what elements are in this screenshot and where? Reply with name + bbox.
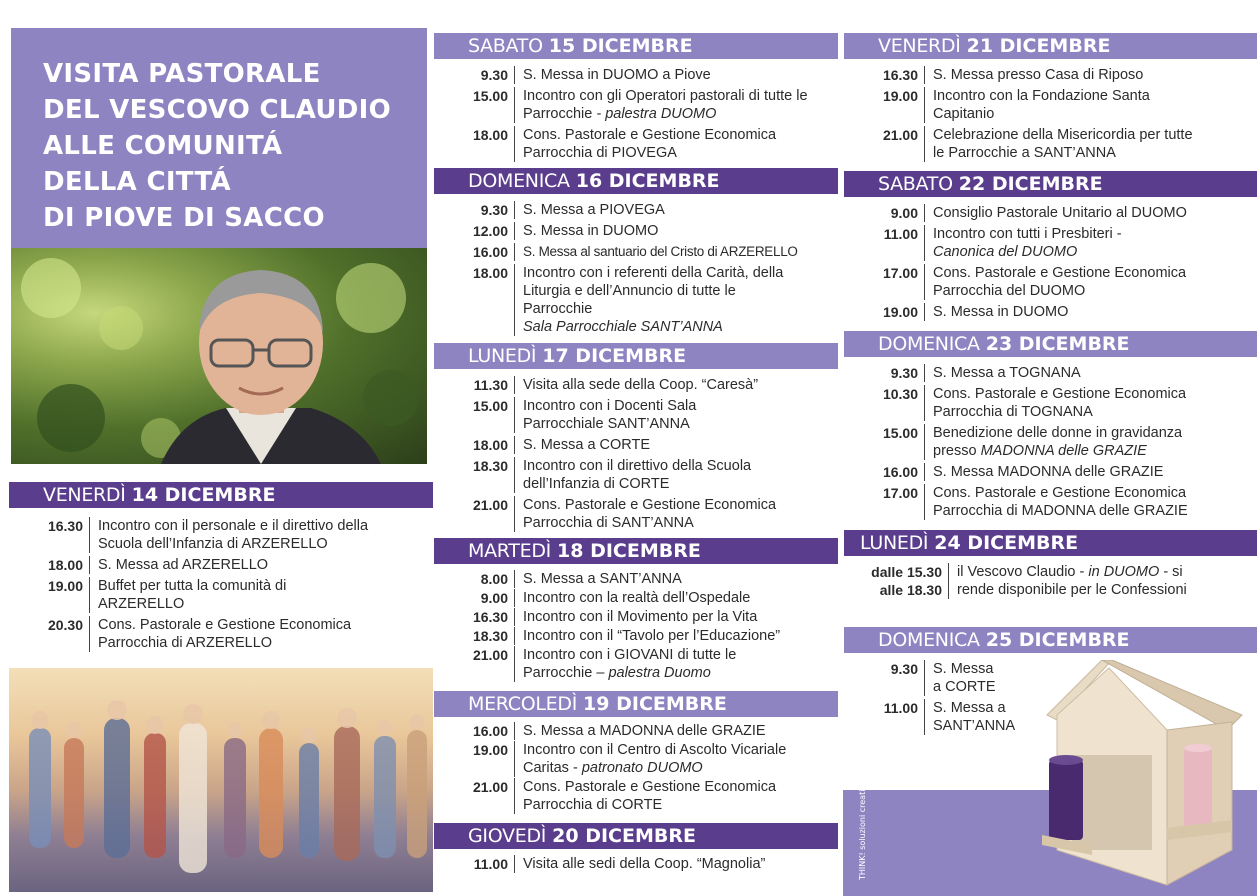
event-text: Cons. Pastorale e Gestione Economica Parrocchia di MADONNA delle GRAZIE	[924, 484, 1224, 520]
event-note: Canonica del DUOMO	[933, 244, 1078, 260]
day-header	[9, 482, 433, 508]
event-time: 9.30	[890, 365, 918, 381]
day-date: 20 DICEMBRE	[552, 825, 696, 847]
event-text: Celebrazione della Misericordia per tutte le Parrocchie a SANT’ANNA	[924, 126, 1204, 162]
event-time: 9.30	[480, 202, 508, 218]
day-section	[844, 331, 1257, 520]
day-section	[844, 530, 1257, 599]
event-time: 9.00	[890, 205, 918, 221]
event-text: Cons. Pastorale e Gestione Economica Parrocchia del DUOMO	[924, 264, 1224, 300]
event-time: 18.30	[472, 458, 508, 474]
day-date: 24 DICEMBRE	[934, 532, 1079, 554]
day-name: DOMENICA	[878, 629, 980, 651]
event-time: 18.00	[472, 127, 508, 143]
event-text: Incontro con il Centro di Ascolto Vicariale Caritas -	[523, 742, 787, 776]
event-text: S. Messa a CORTE	[924, 660, 1004, 696]
event-time: alle 18.30	[879, 582, 942, 598]
event-row	[434, 243, 838, 261]
event-time: 16.00	[472, 244, 508, 260]
event-row	[844, 66, 1257, 84]
day-date: 15 DICEMBRE	[548, 35, 693, 57]
event-row	[844, 126, 1257, 162]
event-row	[844, 484, 1257, 520]
event-row	[434, 778, 838, 814]
event-text: - si rende disponibile per le Confessioni	[957, 564, 1187, 598]
event-desc	[924, 225, 1214, 261]
event-text: Consiglio Pastorale Unitario al DUOMO	[924, 204, 1187, 222]
event-row	[434, 126, 838, 162]
event-row	[434, 264, 838, 336]
day-section	[434, 168, 838, 336]
event-text: S. Messa a MADONNA delle GRAZIE	[514, 722, 766, 740]
day-section	[844, 33, 1257, 162]
event-text: S. Messa a TOGNANA	[924, 364, 1081, 382]
event-row	[434, 741, 838, 777]
day-date: 21 DICEMBRE	[966, 35, 1111, 57]
day-header	[844, 530, 1257, 556]
event-text: S. Messa MADONNA delle GRAZIE	[924, 463, 1163, 481]
event-row	[844, 87, 1257, 123]
event-row	[434, 201, 838, 219]
event-row	[434, 376, 838, 394]
event-time: 16.30	[47, 518, 83, 534]
event-row	[844, 264, 1257, 300]
event-row	[9, 577, 433, 613]
event-row	[434, 570, 838, 588]
title-line: DI PIOVE DI SACCO	[43, 203, 325, 233]
day-section	[434, 691, 838, 814]
event-desc	[924, 424, 1224, 460]
event-row	[844, 225, 1257, 261]
title-box	[11, 28, 427, 248]
day-section	[434, 823, 838, 873]
event-row	[434, 66, 838, 84]
event-desc	[514, 741, 824, 777]
event-desc	[948, 563, 1198, 599]
crowd-photo	[9, 668, 433, 892]
event-time: 15.00	[472, 88, 508, 104]
day-header	[844, 33, 1257, 59]
event-desc	[514, 87, 814, 123]
event-time: 19.00	[47, 578, 83, 594]
event-row	[9, 517, 433, 553]
event-text: Cons. Pastorale e Gestione Economica Parrocchia di ARZERELLO	[89, 616, 389, 652]
day-header	[434, 823, 838, 849]
day-date: 16 DICEMBRE	[575, 170, 720, 192]
event-row	[844, 463, 1257, 481]
event-text: Incontro con i referenti della Carità, della Liturgia e dell’Annuncio di tutte le Parrocchie	[523, 265, 784, 317]
event-time: 9.30	[890, 661, 918, 677]
event-time: 18.00	[472, 437, 508, 453]
event-text: Visita alle sedi della Coop. “Magnolia”	[514, 855, 765, 873]
event-text: Cons. Pastorale e Gestione Economica Parrocchia di PIOVEGA	[514, 126, 814, 162]
day-name: SABATO	[878, 173, 953, 195]
house-candles-illustration	[1037, 660, 1247, 890]
event-text: Cons. Pastorale e Gestione Economica Parrocchia di SANT’ANNA	[514, 496, 814, 532]
credit-text: THINK! soluzioni creative	[858, 779, 867, 880]
event-time: 21.00	[882, 127, 918, 143]
event-text: Incontro con il “Tavolo per l’Educazione”	[514, 627, 780, 645]
event-time: 11.00	[883, 700, 918, 716]
event-text: S. Messa a SANT’ANNA	[924, 699, 1034, 735]
day-name: LUNEDÌ	[468, 345, 537, 367]
event-row	[844, 204, 1257, 222]
event-row	[434, 436, 838, 454]
day-date: 25 DICEMBRE	[985, 629, 1130, 651]
event-time: 8.00	[480, 571, 508, 587]
event-time: 16.30	[882, 67, 918, 83]
event-time: 16.00	[472, 723, 508, 739]
event-row	[434, 222, 838, 240]
day-section	[434, 538, 838, 682]
day-header	[434, 691, 838, 717]
event-text: Incontro con i Docenti Sala Parrocchiale SANT’ANNA	[514, 397, 734, 433]
event-row	[844, 303, 1257, 321]
event-text: Cons. Pastorale e Gestione Economica Parrocchia di TOGNANA	[924, 385, 1224, 421]
day-date: 22 DICEMBRE	[958, 173, 1103, 195]
event-row	[434, 589, 838, 607]
bishop-photo	[11, 248, 427, 464]
event-text: Incontro con il Movimento per la Vita	[514, 608, 757, 626]
event-time: 19.00	[882, 304, 918, 320]
event-row	[434, 496, 838, 532]
day-name: GIOVEDÌ	[468, 825, 547, 847]
event-text: Incontro con gli Operatori pastorali di tutte le Parrocchie	[523, 88, 808, 122]
event-text: S. Messa a SANT’ANNA	[514, 570, 682, 588]
day-date: 17 DICEMBRE	[542, 345, 687, 367]
event-note: Sala Parrocchiale SANT’ANNA	[523, 319, 723, 335]
event-time: 21.00	[472, 779, 508, 795]
day-date: 23 DICEMBRE	[985, 333, 1130, 355]
event-time: 16.30	[472, 609, 508, 625]
event-time: 11.00	[883, 226, 918, 242]
event-row	[9, 556, 433, 574]
event-text: Incontro con il personale e il direttivo della Scuola dell’Infanzia di ARZERELLO	[89, 517, 389, 553]
event-note: in DUOMO	[1088, 564, 1160, 580]
event-text: S. Messa a PIOVEGA	[514, 201, 665, 219]
event-text: Incontro con la Fondazione Santa Capitanio	[924, 87, 1204, 123]
day-name: VENERDÌ	[43, 484, 126, 506]
event-time: 15.00	[882, 425, 918, 441]
event-text: S. Messa in DUOMO	[924, 303, 1068, 321]
event-time: 10.30	[882, 386, 918, 402]
event-note: patronato DUOMO	[581, 760, 703, 776]
event-note: MADONNA delle GRAZIE	[980, 443, 1147, 459]
event-row	[434, 722, 838, 740]
day-section	[9, 482, 433, 652]
day-header	[844, 627, 1257, 653]
event-time: 18.00	[47, 557, 83, 573]
day-date: 19 DICEMBRE	[583, 693, 727, 715]
event-text: S. Messa in DUOMO a Piove	[514, 66, 711, 84]
event-time: 21.00	[472, 647, 508, 663]
event-text: S. Messa al santuario del Cristo di ARZERELLO	[514, 243, 798, 261]
day-section	[844, 171, 1257, 321]
event-text: Benedizione delle donne in gravidanza presso	[933, 425, 1183, 459]
event-row	[434, 397, 838, 433]
event-text: S. Messa ad ARZERELLO	[89, 556, 268, 574]
event-time: 19.00	[882, 88, 918, 104]
event-row	[844, 385, 1257, 421]
event-time: 11.30	[473, 377, 508, 393]
day-header	[844, 171, 1257, 197]
event-row	[844, 563, 1257, 599]
day-header	[844, 331, 1257, 357]
event-time: 19.00	[472, 742, 508, 758]
event-text: Visita alla sede della Coop. “Caresà”	[514, 376, 758, 394]
day-section	[434, 343, 838, 532]
event-time: 18.30	[472, 628, 508, 644]
title-line: DEL VESCOVO CLAUDIO	[43, 95, 392, 125]
event-note: palestra Duomo	[608, 665, 711, 681]
event-text: il Vescovo Claudio -	[957, 564, 1085, 580]
event-row	[844, 424, 1257, 460]
event-text: Incontro con il direttivo della Scuola dell’Infanzia di CORTE	[514, 457, 799, 493]
event-time: 9.30	[480, 67, 508, 83]
title-line: VISITA PASTORALE	[43, 59, 321, 89]
event-text: S. Messa in DUOMO	[514, 222, 658, 240]
event-row	[9, 616, 433, 652]
day-header	[434, 168, 838, 194]
event-row	[434, 87, 838, 123]
day-name: LUNEDÌ	[860, 532, 929, 554]
event-row	[434, 646, 838, 682]
day-name: DOMENICA	[468, 170, 570, 192]
event-text: Incontro con tutti i Presbiteri -	[933, 226, 1122, 242]
event-time-range	[844, 563, 948, 599]
event-time: 17.00	[882, 265, 918, 281]
event-time: dalle 15.30	[871, 564, 942, 580]
day-name: SABATO	[468, 35, 543, 57]
title-line: DELLA CITTÁ	[43, 167, 231, 197]
event-row	[434, 855, 838, 873]
event-row	[844, 364, 1257, 382]
event-desc	[514, 646, 784, 682]
event-row	[434, 627, 838, 645]
event-time: 9.00	[480, 590, 508, 606]
day-header	[434, 33, 838, 59]
event-text: S. Messa a CORTE	[514, 436, 650, 454]
event-row	[434, 608, 838, 626]
day-date: 14 DICEMBRE	[131, 484, 276, 506]
day-section	[434, 33, 838, 162]
day-name: VENERDÌ	[878, 35, 961, 57]
day-name: DOMENICA	[878, 333, 980, 355]
event-note: - palestra DUOMO	[596, 106, 717, 122]
event-text: Incontro con la realtà dell’Ospedale	[514, 589, 750, 607]
event-time: 16.00	[882, 464, 918, 480]
event-text: Cons. Pastorale e Gestione Economica Parrocchia di CORTE	[514, 778, 814, 814]
event-text: Buffet per tutta la comunità di ARZERELLO	[89, 577, 329, 613]
event-time: 17.00	[882, 485, 918, 501]
event-time: 20.30	[47, 617, 83, 633]
event-text: Incontro con i GIOVANI di tutte le Parrocchie –	[523, 647, 737, 681]
day-name: MARTEDÌ	[468, 540, 551, 562]
day-name: MERCOLEDÌ	[468, 693, 577, 715]
event-time: 11.00	[473, 856, 508, 872]
title-line: ALLE COMUNITÁ	[43, 131, 283, 161]
day-header	[434, 538, 838, 564]
day-header	[434, 343, 838, 369]
event-time: 21.00	[472, 497, 508, 513]
event-time: 12.00	[472, 223, 508, 239]
event-time: 15.00	[472, 398, 508, 414]
event-desc	[514, 264, 784, 336]
event-row	[434, 457, 838, 493]
event-text: S. Messa presso Casa di Riposo	[924, 66, 1143, 84]
day-date: 18 DICEMBRE	[557, 540, 701, 562]
event-time: 18.00	[472, 265, 508, 281]
